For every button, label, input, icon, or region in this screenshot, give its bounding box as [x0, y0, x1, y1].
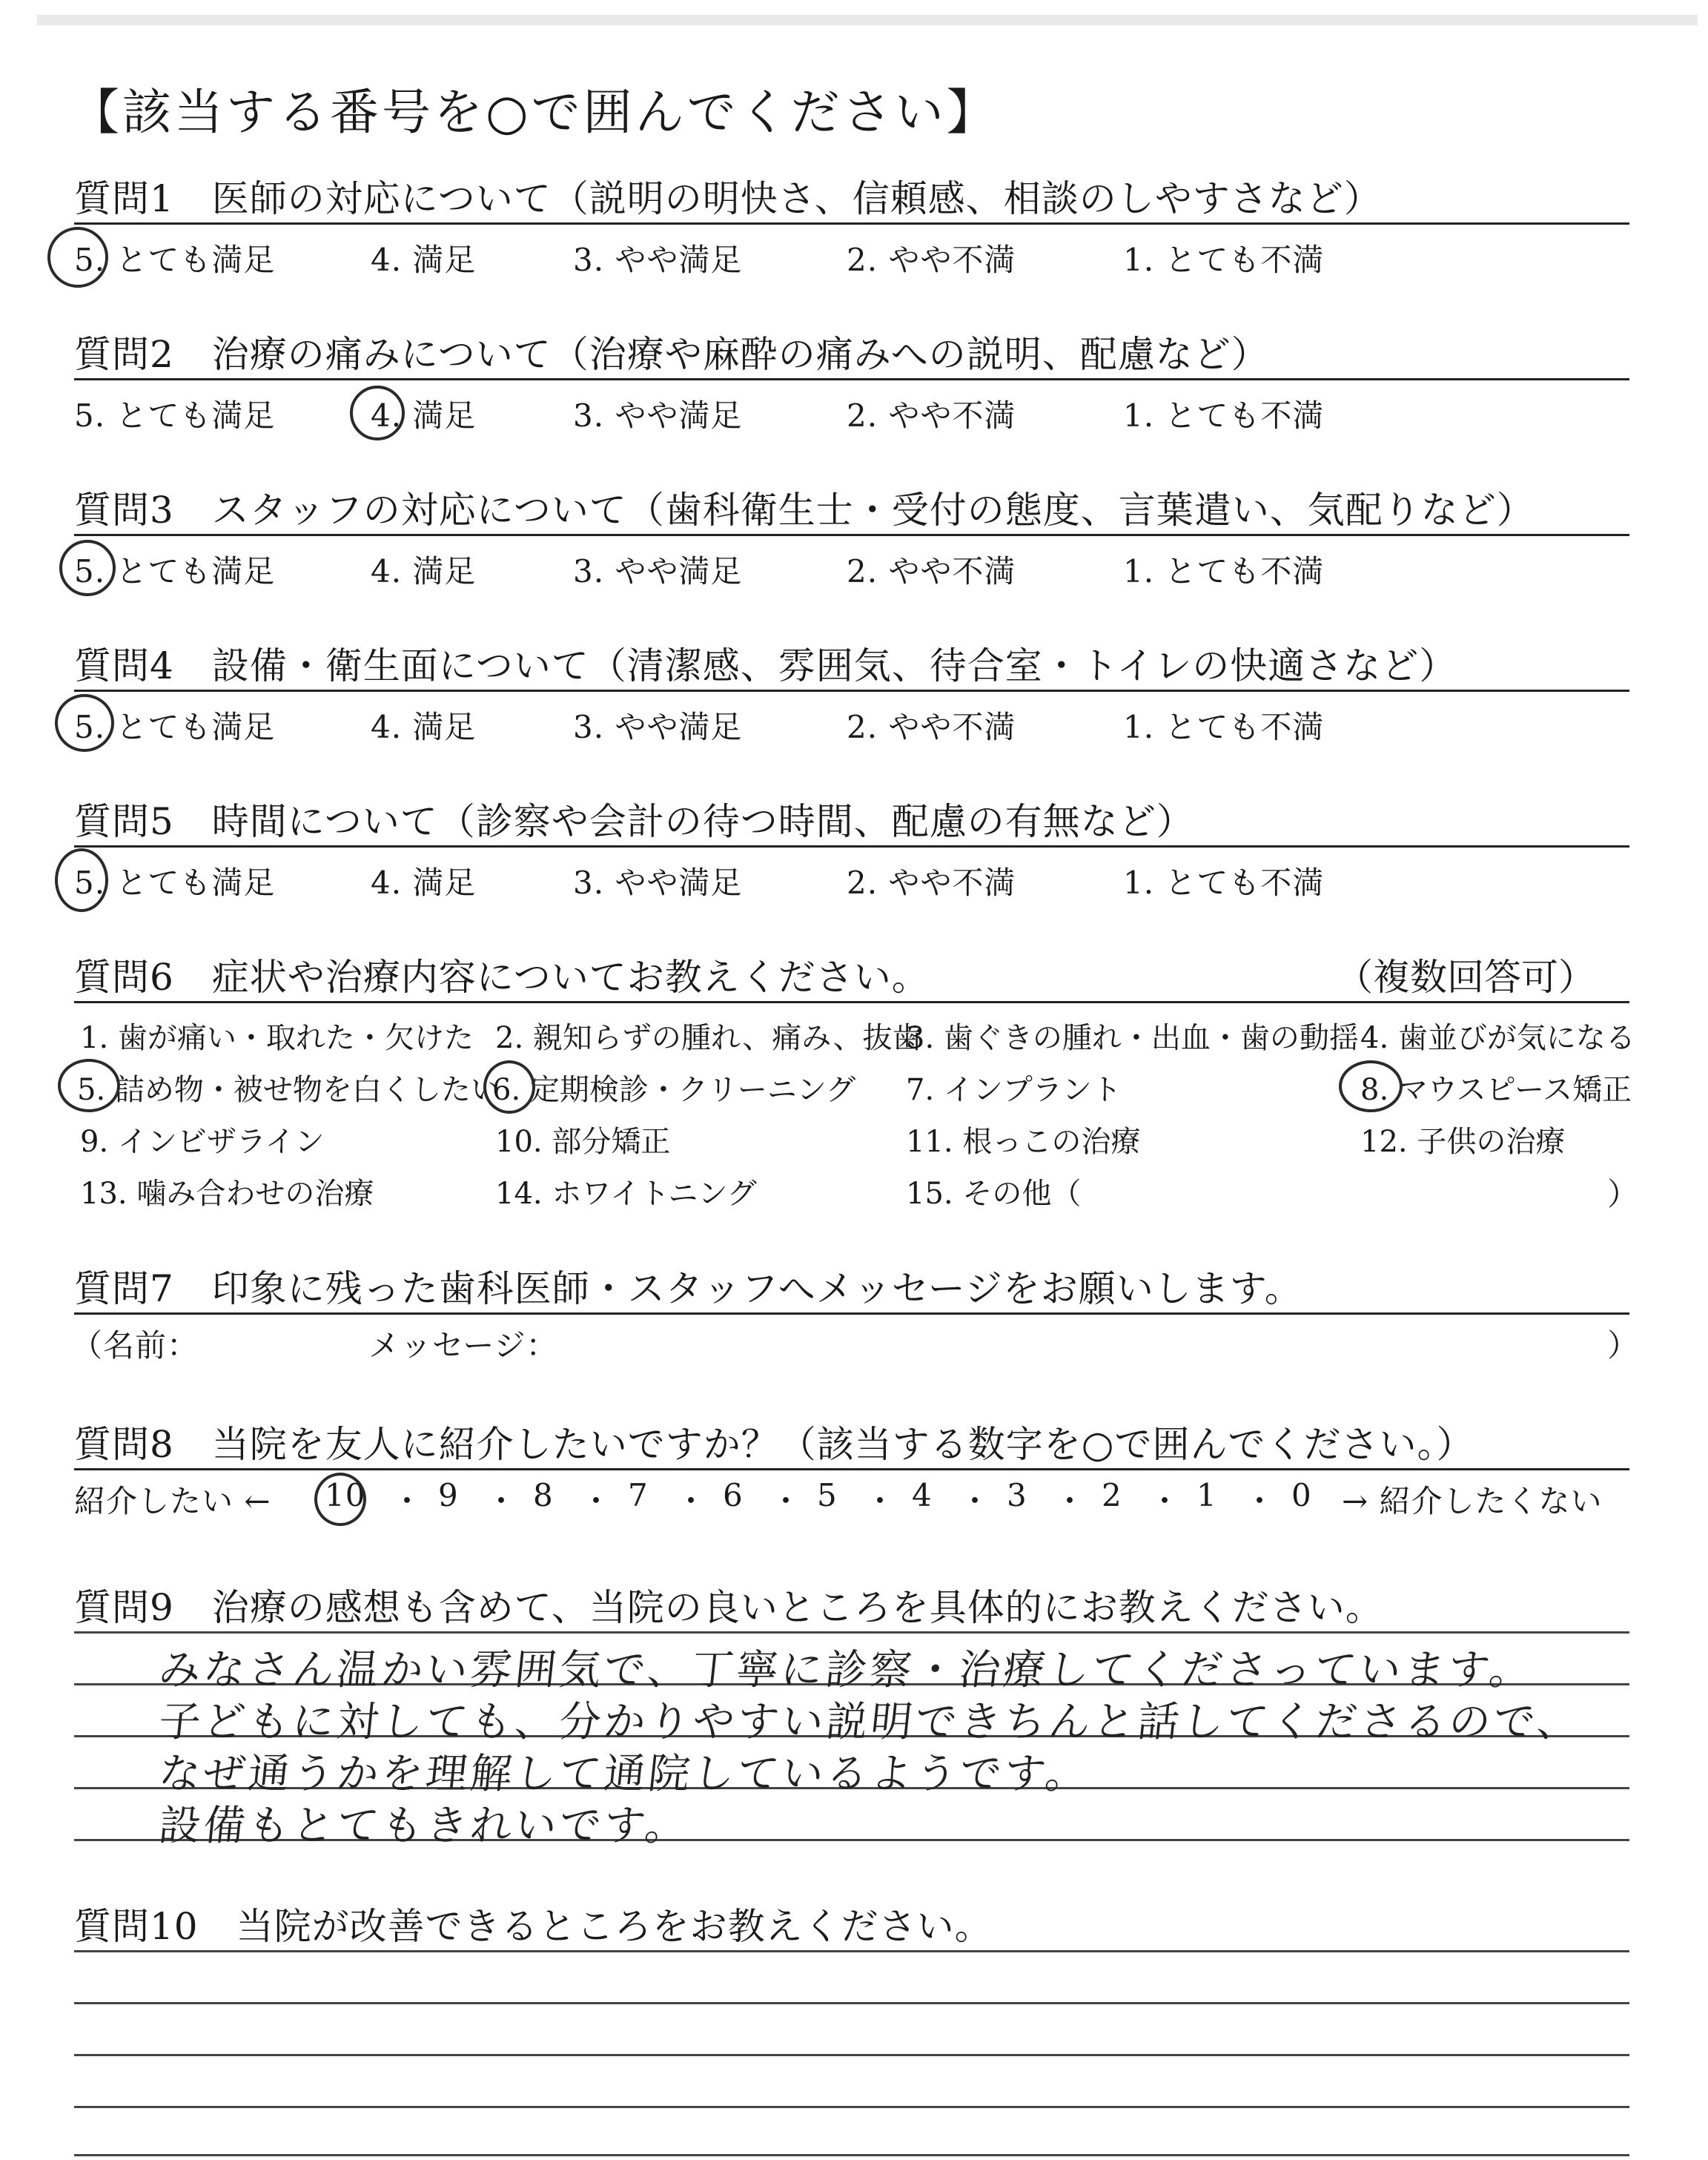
- q5-option-2[interactable]: 2. やや不満: [847, 865, 1016, 901]
- q9-line: [74, 1631, 1629, 1634]
- q10-line[interactable]: [74, 2154, 1629, 2156]
- q6-option-1[interactable]: 1. 歯が痛い・取れた・欠けた: [80, 1021, 474, 1055]
- q6-other-close-paren: ）: [1607, 1176, 1639, 1212]
- q8-separator: ・: [770, 1483, 803, 1519]
- q4-rule: [74, 690, 1629, 692]
- q6-rule: [74, 1001, 1629, 1003]
- q10-line[interactable]: [74, 2106, 1629, 2108]
- q4-title: 質問4 設備・衛生面について（清潔感、雰囲気、待合室・トイレの快適さなど）: [74, 644, 1457, 687]
- q6-option-13[interactable]: 13. 噛み合わせの治療: [80, 1177, 374, 1211]
- q8-option-6[interactable]: 6: [723, 1477, 744, 1513]
- q10-title: 質問10 当院が改善できるところをお教えください。: [74, 1905, 993, 1948]
- q4-option-4[interactable]: 4. 満足: [371, 709, 477, 745]
- scan-edge: [37, 15, 1698, 25]
- q8-option-8[interactable]: 8: [533, 1477, 554, 1513]
- q2-option-1[interactable]: 1. とても不満: [1123, 397, 1325, 434]
- q6-title: 質問6 症状や治療内容についてお教えください。: [74, 956, 930, 999]
- q3-option-1[interactable]: 1. とても不満: [1123, 553, 1325, 589]
- q6-option-14[interactable]: 14. ホワイトニング: [495, 1177, 757, 1211]
- selection-circle: [350, 386, 405, 440]
- q5-rule: [74, 845, 1629, 848]
- q2-option-2[interactable]: 2. やや不満: [847, 397, 1016, 434]
- q8-option-2[interactable]: 2: [1102, 1477, 1122, 1513]
- q8-title: 質問8 当院を友人に紹介したいですか？（該当する数字を○で囲んでください。）: [74, 1423, 1474, 1466]
- q8-option-9[interactable]: 9: [438, 1477, 459, 1513]
- q1-option-1[interactable]: 1. とても不満: [1123, 242, 1325, 278]
- selection-circle: [58, 1059, 120, 1112]
- q6-option-3[interactable]: 3. 歯ぐきの腫れ・出血・歯の動揺: [906, 1021, 1359, 1055]
- q8-separator: ・: [391, 1483, 424, 1519]
- q4-option-1[interactable]: 1. とても不満: [1123, 709, 1325, 745]
- selection-circle: [47, 227, 108, 288]
- q1-option-2[interactable]: 2. やや不満: [847, 242, 1016, 278]
- q2-option-4[interactable]: 4. 満足: [371, 397, 477, 434]
- q8-option-5[interactable]: 5: [817, 1477, 838, 1513]
- q5-option-5[interactable]: 5. とても満足: [74, 865, 276, 901]
- q5-option-1[interactable]: 1. とても不満: [1123, 865, 1325, 901]
- q1-option-4[interactable]: 4. 満足: [371, 242, 477, 278]
- q4-option-3[interactable]: 3. やや満足: [573, 709, 743, 745]
- q3-option-2[interactable]: 2. やや不満: [847, 553, 1016, 589]
- q3-option-3[interactable]: 3. やや満足: [573, 553, 743, 589]
- selection-circle: [1339, 1060, 1403, 1112]
- selection-circle: [483, 1060, 535, 1114]
- q6-option-7[interactable]: 7. インプラント: [906, 1073, 1122, 1107]
- selection-circle: [55, 848, 108, 912]
- q7-close-paren: ）: [1607, 1327, 1639, 1364]
- q7-title: 質問7 印象に残った歯科医師・スタッフへメッセージをお願いします。: [74, 1267, 1302, 1310]
- q6-option-11[interactable]: 11. 根っこの治療: [906, 1125, 1141, 1159]
- q6-note: （複数回答可）: [1336, 956, 1595, 999]
- q5-option-3[interactable]: 3. やや満足: [573, 865, 743, 901]
- q8-option-7[interactable]: 7: [628, 1477, 649, 1513]
- q9-answer-line: みなさん温かい雰囲気で、丁寧に診察・治療してくださっています。: [156, 1646, 1537, 1694]
- q8-right-label: → 紹介したくない: [1342, 1483, 1603, 1519]
- selection-circle: [55, 694, 114, 752]
- selection-circle: [59, 540, 116, 596]
- q8-option-1[interactable]: 1: [1196, 1477, 1217, 1513]
- q1-rule: [74, 222, 1629, 225]
- q8-separator: ・: [580, 1483, 613, 1519]
- q8-separator: ・: [486, 1483, 518, 1519]
- q8-option-4[interactable]: 4: [912, 1477, 933, 1513]
- q3-option-5[interactable]: 5. とても満足: [74, 553, 276, 589]
- q10-line[interactable]: [74, 2054, 1629, 2056]
- q8-separator: ・: [864, 1483, 897, 1519]
- q8-separator: ・: [1244, 1483, 1277, 1519]
- q6-option-10[interactable]: 10. 部分矯正: [495, 1125, 671, 1159]
- q10-line[interactable]: [74, 1950, 1629, 1952]
- q7-name-label: （名前：: [71, 1327, 199, 1364]
- q3-rule: [74, 534, 1629, 536]
- q8-separator: ・: [1149, 1483, 1182, 1519]
- q6-option-6[interactable]: 6. 定期検診・クリーニング: [492, 1073, 856, 1107]
- q6-option-5[interactable]: 5. 詰め物・被せ物を白くしたい: [77, 1073, 500, 1107]
- q10-line[interactable]: [74, 2002, 1629, 2004]
- q1-title: 質問1 医師の対応について（説明の明快さ、信頼感、相談のしやすさなど）: [74, 177, 1382, 220]
- q2-option-3[interactable]: 3. やや満足: [573, 397, 743, 434]
- q5-title: 質問5 時間について（診察や会計の待つ時間、配慮の有無など）: [74, 800, 1194, 843]
- q6-option-15[interactable]: 15. その他（: [906, 1177, 1082, 1211]
- q6-option-9[interactable]: 9. インビザライン: [80, 1125, 325, 1159]
- q6-option-8[interactable]: 8. マウスピース矯正: [1360, 1073, 1632, 1107]
- q1-option-5[interactable]: 5. とても満足: [74, 242, 276, 278]
- q2-title: 質問2 治療の痛みについて（治療や麻酔の痛みへの説明、配慮など）: [74, 333, 1269, 376]
- q8-option-10[interactable]: 10: [325, 1477, 366, 1513]
- q9-title: 質問9 治療の感想も含めて、当院の良いところを具体的にお教えください。: [74, 1586, 1383, 1629]
- q1-option-3[interactable]: 3. やや満足: [573, 242, 743, 278]
- page-title: 【該当する番号を○で囲んでください】: [70, 84, 999, 141]
- q9-answer-line: なぜ通うかを理解して通院しているようです。: [156, 1750, 1093, 1798]
- q8-separator: ・: [675, 1483, 708, 1519]
- q8-rule: [74, 1468, 1629, 1470]
- q8-left-label: 紹介したい ←: [74, 1483, 271, 1519]
- q8-option-0[interactable]: 0: [1291, 1477, 1312, 1513]
- q8-option-3[interactable]: 3: [1007, 1477, 1027, 1513]
- selection-circle: [314, 1473, 366, 1526]
- q7-rule: [74, 1312, 1629, 1315]
- q2-option-5[interactable]: 5. とても満足: [74, 397, 276, 434]
- q5-option-4[interactable]: 4. 満足: [371, 865, 477, 901]
- q4-option-5[interactable]: 5. とても満足: [74, 709, 276, 745]
- q9-answer-line: 子どもに対しても、分かりやすい説明できちんと話してくださるので、: [156, 1698, 1584, 1746]
- q7-message-label: メッセージ：: [368, 1327, 558, 1364]
- q3-option-4[interactable]: 4. 満足: [371, 553, 477, 589]
- q6-option-12[interactable]: 12. 子供の治療: [1360, 1125, 1566, 1159]
- q2-rule: [74, 378, 1629, 380]
- q6-option-2[interactable]: 2. 親知らずの腫れ、痛み、抜歯: [495, 1021, 922, 1055]
- q3-title: 質問3 スタッフの対応について（歯科衛生士・受付の態度、言葉遣い、気配りなど）: [74, 489, 1535, 532]
- q9-answer-line: 設備もとてもきれいです。: [156, 1802, 692, 1850]
- q8-separator: ・: [959, 1483, 992, 1519]
- q4-option-2[interactable]: 2. やや不満: [847, 709, 1016, 745]
- q6-option-4[interactable]: 4. 歯並びが気になる: [1360, 1021, 1635, 1055]
- q8-separator: ・: [1054, 1483, 1087, 1519]
